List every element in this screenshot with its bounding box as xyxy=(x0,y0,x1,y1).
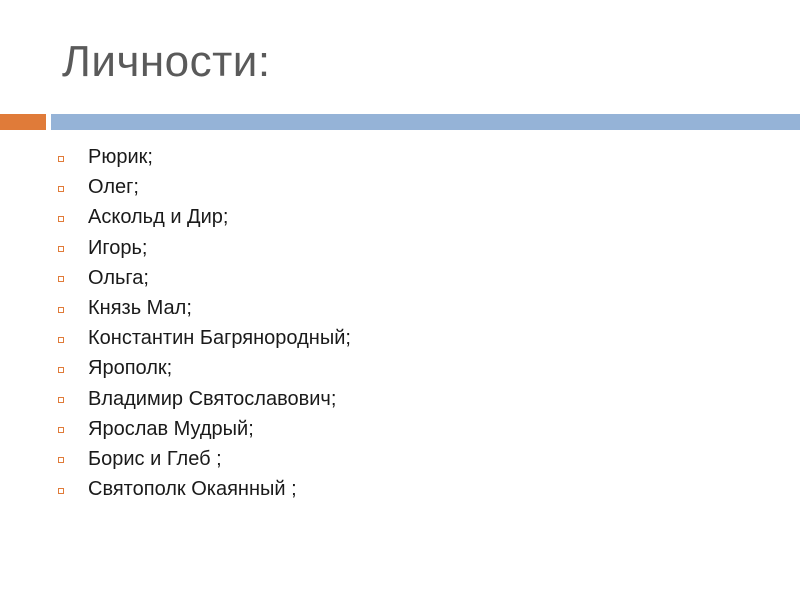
square-bullet-icon xyxy=(58,156,64,162)
square-bullet-icon xyxy=(58,216,64,222)
list-item-text: Борис и Глеб ; xyxy=(88,447,222,470)
list-item-text: Аскольд и Дир; xyxy=(88,206,229,229)
list-item-text: Ярослав Мудрый; xyxy=(88,417,254,440)
slide-title: Личности: xyxy=(62,37,271,86)
list-item xyxy=(58,474,351,504)
square-bullet-icon xyxy=(58,246,64,252)
list-item xyxy=(58,202,351,232)
list-item xyxy=(58,444,351,474)
list-item xyxy=(58,142,351,172)
square-bullet-icon xyxy=(58,337,64,343)
list-item-text: Константин Багрянородный; xyxy=(88,327,351,350)
square-bullet-icon xyxy=(58,307,64,313)
list-item-text: Рюрик; xyxy=(88,146,153,169)
title-divider-bar xyxy=(51,114,800,130)
square-bullet-icon xyxy=(58,276,64,282)
list-item xyxy=(58,323,351,353)
list-item xyxy=(58,172,351,202)
list-item xyxy=(58,293,351,323)
list-item-text: Олег; xyxy=(88,176,139,199)
square-bullet-icon xyxy=(58,457,64,463)
list-item-text: Владимир Святославович; xyxy=(88,387,337,410)
list-item-text: Игорь; xyxy=(88,236,148,259)
square-bullet-icon xyxy=(58,186,64,192)
bullet-list xyxy=(58,142,351,504)
list-item xyxy=(58,263,351,293)
list-item-text: Святополк Окаянный ; xyxy=(88,478,297,501)
square-bullet-icon xyxy=(58,397,64,403)
list-item-text: Ярополк; xyxy=(88,357,173,380)
list-item-text: Ольга; xyxy=(88,266,149,289)
list-item xyxy=(58,353,351,383)
square-bullet-icon xyxy=(58,427,64,433)
list-item-text: Князь Мал; xyxy=(88,297,192,320)
list-item xyxy=(58,384,351,414)
title-accent-bar xyxy=(0,114,46,130)
list-item xyxy=(58,414,351,444)
list-item xyxy=(58,233,351,263)
square-bullet-icon xyxy=(58,488,64,494)
square-bullet-icon xyxy=(58,367,64,373)
